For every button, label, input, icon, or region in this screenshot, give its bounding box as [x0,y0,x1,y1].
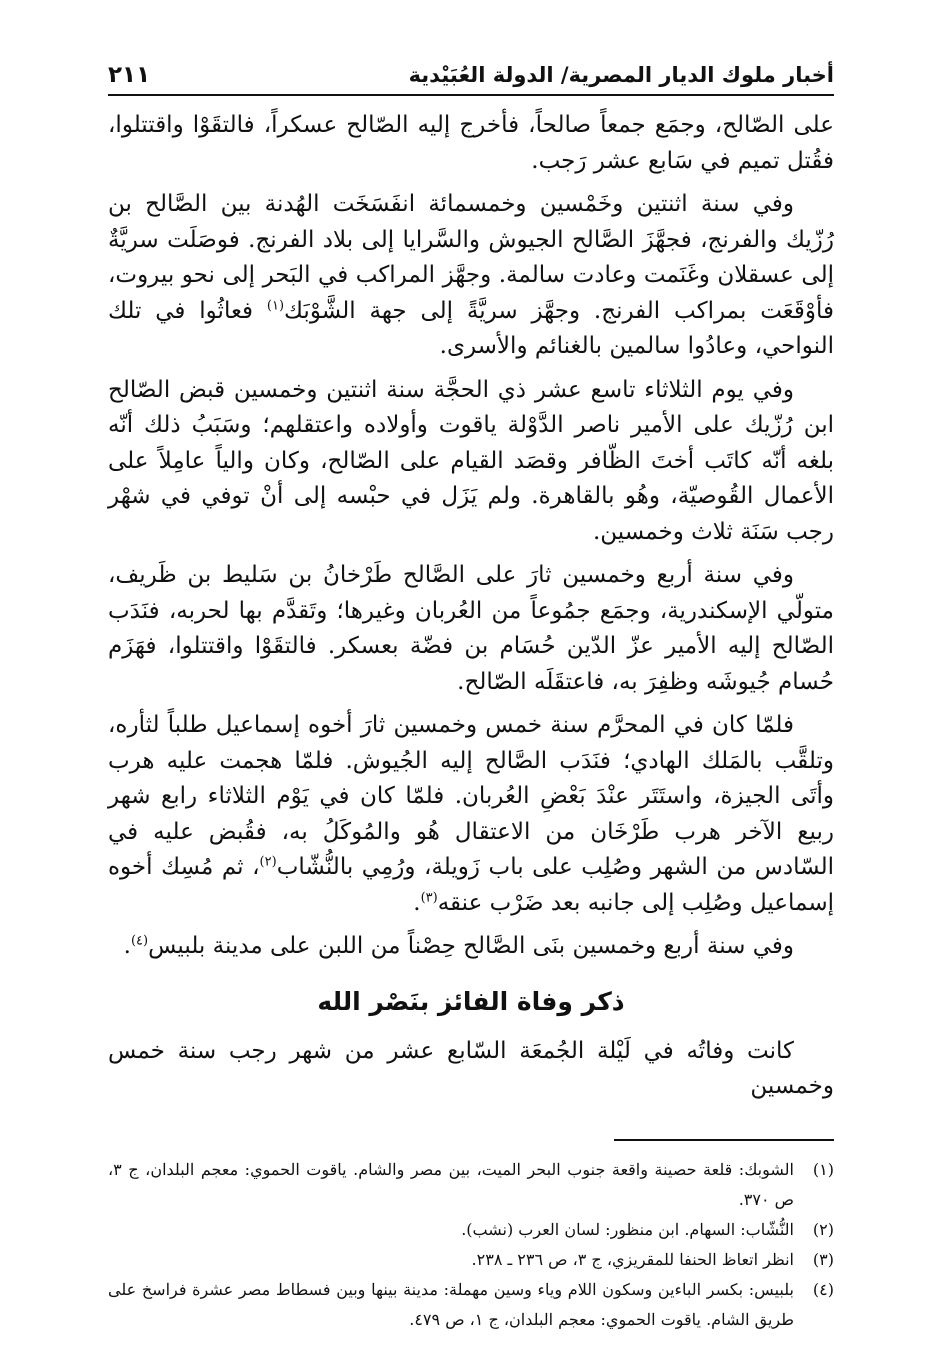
running-header [108,62,834,96]
footnote [108,1275,834,1335]
footnote-marker: (١) [266,297,285,313]
paragraph: وفي سنة أربع وخمسين ثارَ على الصَّالح طَرْخانُ بن سَليط بن ظَريف، متولّي الإسكندرية، وجمَع جمُوعاً من العُربان وغيرها؛ وتَقدَّم بها لحربه، فنَدَب الصّالح إليه الأمير عزّ الدّين حُسَام بن فضّة بعسكر. فالتقَوْا واقتتلوا، فهَزَم حُسام جُيوشَه وظفِرَ به، فاعتقَلَه الصّالح. [108,562,834,695]
footnote [108,1215,834,1245]
footnote-text: انظر اتعاظ الحنفا للمقريزي، ج ٣، ص ٢٣٦ ـ ٢٣٨. [471,1249,794,1269]
paragraph: وفي يوم الثلاثاء تاسع عشر ذي الحجَّة سنة اثنتين وخمسين قبض الصّالح ابن رُزّيك على الأمير ناصر الدَّوْلة ياقوت وأولاده واعتقلهم؛ وسَبَبُ ذلك أنّه بلغه أنّه كاتَب أختَ الظّافر وقصَد القيام على الصّالح، وكان والياً عامِلاً على الأعمال القُوصيّة، وهُو بالقاهرة. ولم يَزَل في حبْسه إلى أنْ توفي في شهْر رجب سَنَة ثلاث وخمسين. [108,376,834,545]
paragraph: وفي سنة اثنتين وخَمْسين وخمسمائة انفَسَخَت الهُدنة بين الصَّالح بن رُزّيك والفرنج، فجهَّزَ الصَّالح الجيوش والسَّرايا إلى بلاد الفرنج. فوصَلَت سريَّةٌ إلى عسقلان وغَنَمت وعادت سالمة. وجهَّز المراكب في البَحر إلى نحو بيروت، فأوْقَعَت بمراكب الفرنج. وجهَّز سريَّةً إلى جهة الشَّوْبَك$^{(١)}$ فعاثُوا في تلك النواحي، وعادُوا سالمين بالغنائم والأسرى. [108,191,835,359]
footnote-number: (٢) [812,1219,834,1239]
footnote-number: (٣) [812,1249,834,1269]
footnote-number: (٤) [812,1279,834,1299]
footnote-marker: (٢) [259,854,277,870]
footnotes [108,1155,834,1335]
footnote-text: بلبيس: بكسر الباءين وسكون اللام وياء وسين مهملة: مدينة بينها وبين فسطاط مصر عشرة فراسخ على طريق الشام. ياقوت الحموي: معجم البلدان، ج ١، ص ٤٧٩. [108,1279,794,1329]
paragraph: كانت وفاتُه في لَيْلة الجُمعَة السّابع عشر من شهر رجب سنة خمس وخمسين [108,1037,834,1099]
page-number: ٢١١ [108,62,151,88]
paragraph: على الصّالح، وجمَع جمعاً صالحاً، فأخرج إليه الصّالح عسكراً، فالتقَوْا واقتتلوا، فقُتل تميم في سَابع عشر رَجب. [108,112,834,174]
footnote-divider [614,1139,834,1141]
footnote [108,1155,834,1215]
footnote-text: النُّشّاب: السهام. ابن منظور: لسان العرب (نشب). [461,1219,794,1239]
running-title: أخبار ملوك الديار المصرية/ الدولة العُبَيْدية [408,63,834,87]
main-text [108,108,834,965]
footnote [108,1245,834,1275]
footnote-text: الشوبك: قلعة حصينة واقعة جنوب البحر الميت، بين مصر والشام. ياقوت الحموي: معجم البلدان، ج ٣، ص ٣٧٠. [108,1159,794,1209]
paragraph: فلمّا كان في المحرَّم سنة خمس وخمسين ثارَ أخوه إسماعيل طلباً لثأره، وتلقَّب بالمَلك الهادي؛ فنَدَب الصَّالح إليه الجُيوش. فلمّا هجمت عليه هرب وأتَى الجيزة، واستَتَر عنْدَ بَعْضِ العُربان. فلمّا كان في يَوْم الثلاثاء رابع شهر ربيع الآخر هرب طَرْخَان من الاعتقال هُو والمُوكَلُ به، فقُبض عليه في السّادس من الشهر وصُلِب على باب زَويلة، ورُمِي بالنُّشّاب$^{(٢)}$، ثم مُسِك أخوه إسماعيل وصُلِب إلى جانبه بعد ضَرْب عنقه$^{(٣)}$. [108,712,834,916]
footnote-marker: (٤) [130,933,149,949]
footnote-number: (١) [812,1159,834,1179]
main-text-continued [108,1034,834,1105]
paragraph: وفي سنة أربع وخمسين بنَى الصَّالح حِصْناً من اللبن على مدينة بلبيس$^{(٤)}$. [123,933,794,959]
section-heading: ذكر وفاة الفائز بنَصْر الله [317,986,625,1016]
footnote-marker: (٣) [420,889,438,905]
